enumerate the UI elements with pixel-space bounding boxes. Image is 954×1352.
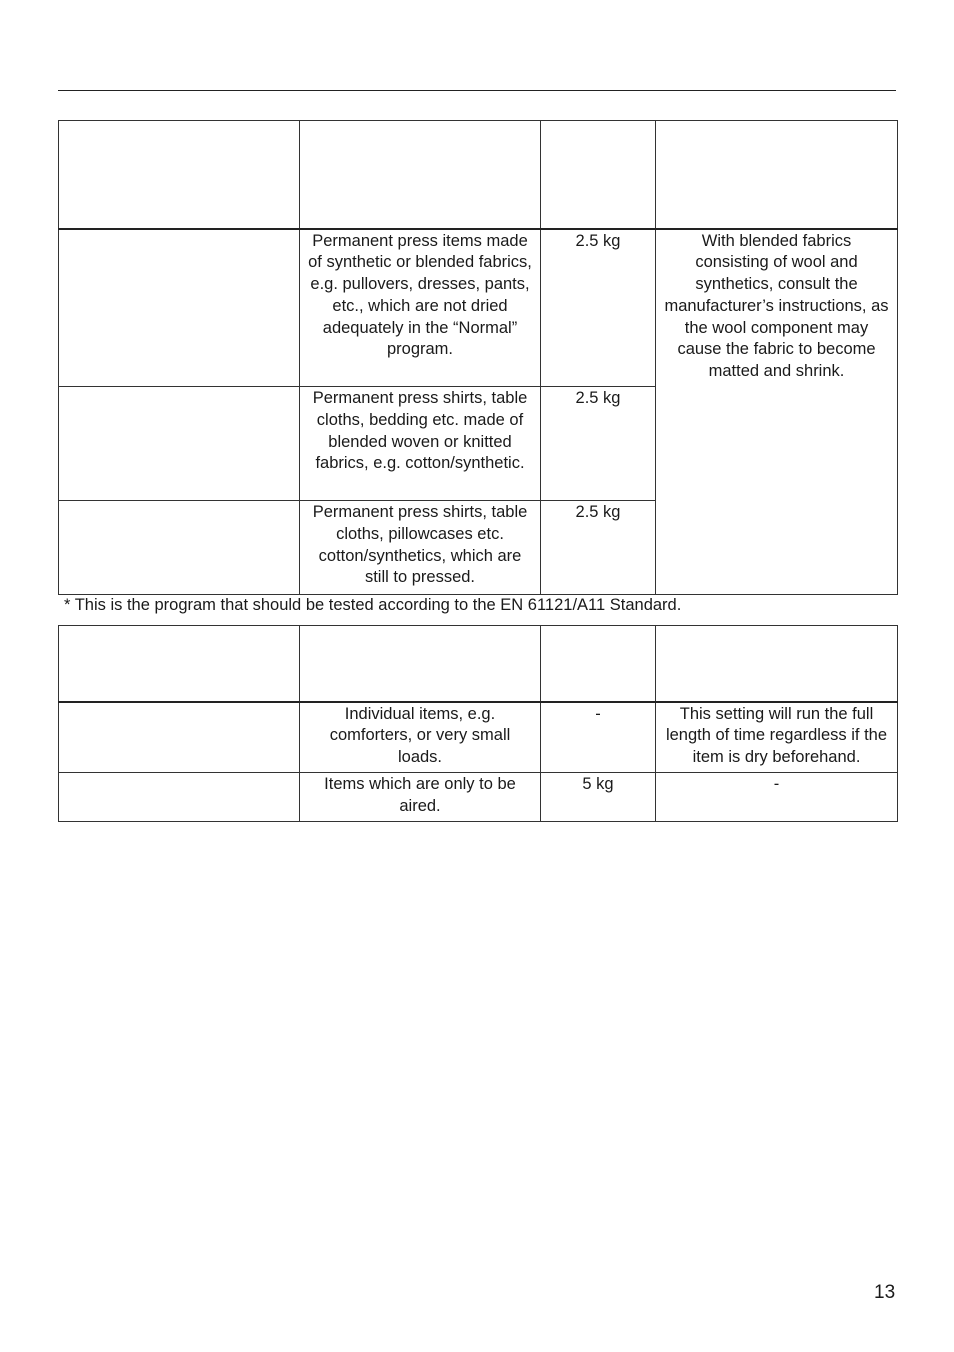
program-name-cell (59, 229, 300, 387)
table-header-row (59, 626, 898, 702)
program-table-2 (58, 625, 898, 822)
header-cell-items (300, 121, 541, 229)
header-cell-note (656, 626, 898, 702)
load-cell: 2.5 kg (541, 387, 656, 501)
note-cell: This setting will run the full length of time regardless if the item is dry beforehand. (656, 702, 898, 773)
table-row (59, 702, 898, 773)
load-cell: 2.5 kg (541, 229, 656, 387)
program-name-cell (59, 773, 300, 822)
program-name-cell (59, 501, 300, 595)
header-cell-items (300, 626, 541, 702)
items-cell: Permanent press shirts, table cloths, bedding etc. made of blended woven or knitted fabrics, e.g. cotton/synthetic. (300, 387, 541, 501)
load-cell: 2.5 kg (541, 501, 656, 595)
program-name-cell (59, 702, 300, 773)
header-cell-load (541, 626, 656, 702)
items-cell: Permanent press shirts, table cloths, pillowcases etc. cotton/synthetics, which are still to pressed. (300, 501, 541, 595)
header-cell-load (541, 121, 656, 229)
program-table-1 (58, 120, 898, 595)
items-cell: Items which are only to be aired. (300, 773, 541, 822)
load-cell: - (541, 702, 656, 773)
header-cell-program (59, 626, 300, 702)
items-cell: Permanent press items made of synthetic or blended fabrics, e.g. pullovers, dresses, pants, etc., which are not dried adequately in the “Normal” program. (300, 229, 541, 387)
header-cell-program (59, 121, 300, 229)
table-row (59, 773, 898, 822)
header-cell-note (656, 121, 898, 229)
note-cell: With blended fabrics consisting of wool and synthetics, consult the manufacturer’s instructions, as the wool component may cause the fabric to become matted and shrink. (656, 229, 898, 595)
header-rule (58, 90, 896, 91)
note-cell: - (656, 773, 898, 822)
table-row (59, 229, 898, 387)
load-cell: 5 kg (541, 773, 656, 822)
footnote: * This is the program that should be tested according to the EN 61121/A11 Standard. (64, 596, 682, 614)
table-header-row (59, 121, 898, 229)
page-number: 13 (874, 1282, 896, 1303)
items-cell: Individual items, e.g. comforters, or very small loads. (300, 702, 541, 773)
program-name-cell (59, 387, 300, 501)
